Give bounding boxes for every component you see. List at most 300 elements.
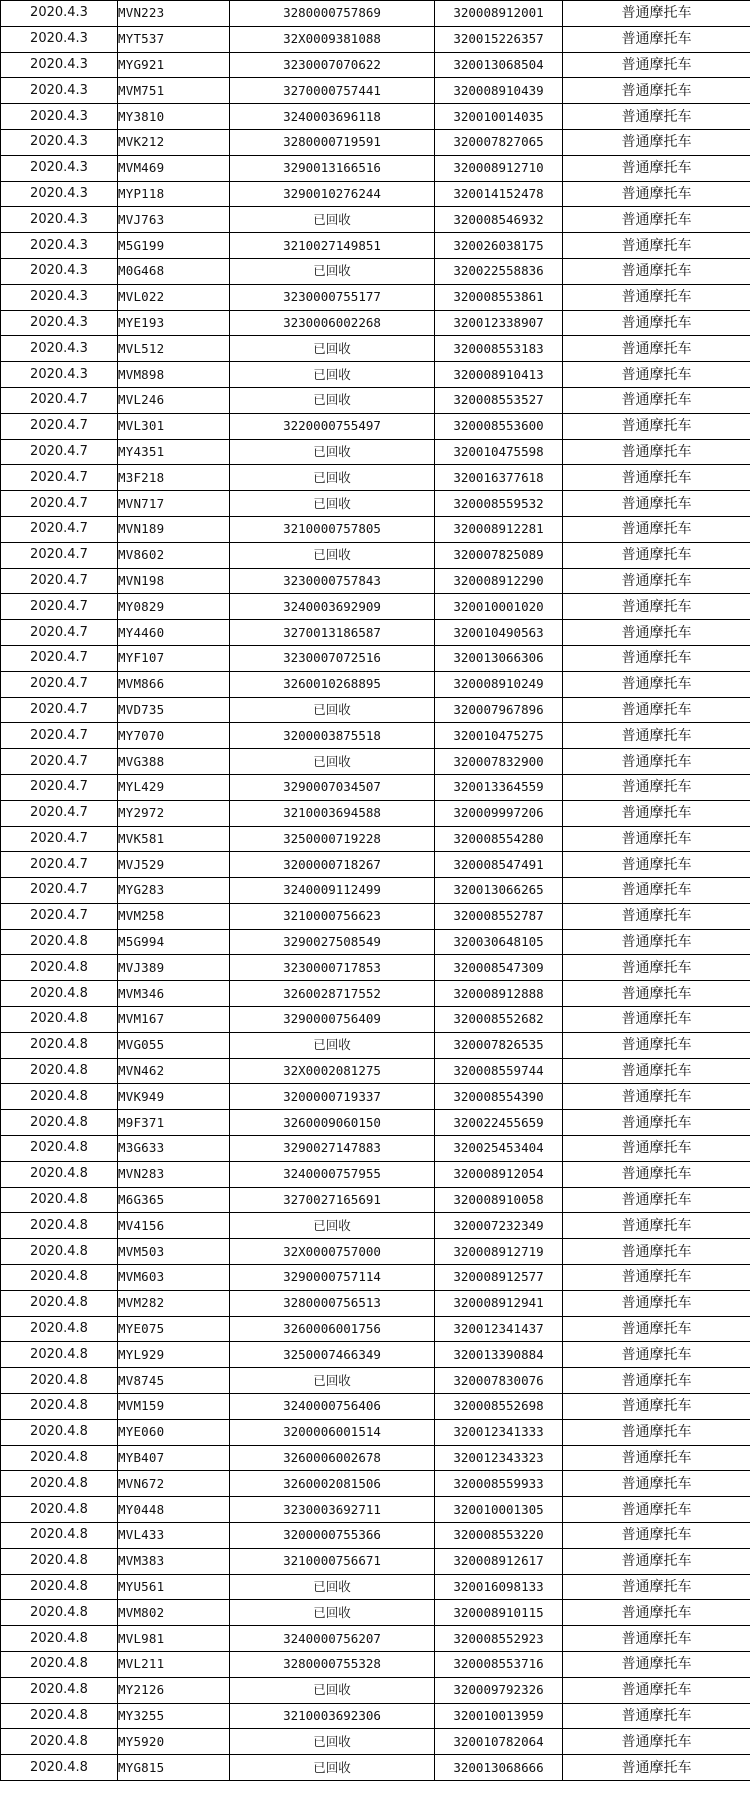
document-number-cell: 3210000756671	[230, 1548, 435, 1574]
table-row	[1, 594, 750, 620]
date-cell: 2020.4.8	[1, 1523, 118, 1549]
serial-number-cell: 320007827065	[435, 129, 563, 155]
vehicle-type-cell: 普通摩托车	[563, 1007, 750, 1033]
table-row	[1, 439, 750, 465]
document-number-cell: 3240000756207	[230, 1626, 435, 1652]
date-cell: 2020.4.8	[1, 1445, 118, 1471]
vehicle-type-cell: 普通摩托车	[563, 774, 750, 800]
date-cell: 2020.4.8	[1, 1677, 118, 1703]
vehicle-type-cell: 普通摩托车	[563, 284, 750, 310]
serial-number-cell: 320008553716	[435, 1652, 563, 1678]
date-cell: 2020.4.8	[1, 1548, 118, 1574]
plate-number-cell: M3F218	[118, 465, 230, 491]
plate-number-cell: MYF107	[118, 645, 230, 671]
document-number-cell: 3270027165691	[230, 1187, 435, 1213]
date-cell: 2020.4.3	[1, 284, 118, 310]
document-number-cell: 已回收	[230, 207, 435, 233]
plate-number-cell: MYT537	[118, 26, 230, 52]
plate-number-cell: MVM167	[118, 1007, 230, 1033]
document-number-cell: 3230006002268	[230, 310, 435, 336]
table-row	[1, 1497, 750, 1523]
vehicle-type-cell: 普通摩托车	[563, 852, 750, 878]
table-row	[1, 491, 750, 517]
table-row	[1, 52, 750, 78]
plate-number-cell: MYG815	[118, 1755, 230, 1781]
serial-number-cell: 320008552682	[435, 1007, 563, 1033]
document-number-cell: 3230007072516	[230, 645, 435, 671]
vehicle-type-cell: 普通摩托车	[563, 1136, 750, 1162]
serial-number-cell: 320014152478	[435, 181, 563, 207]
date-cell: 2020.4.3	[1, 310, 118, 336]
table-row	[1, 26, 750, 52]
date-cell: 2020.4.7	[1, 697, 118, 723]
vehicle-type-cell: 普通摩托车	[563, 1419, 750, 1445]
table-row	[1, 800, 750, 826]
date-cell: 2020.4.7	[1, 826, 118, 852]
date-cell: 2020.4.3	[1, 104, 118, 130]
vehicle-type-cell: 普通摩托车	[563, 697, 750, 723]
document-number-cell: 3280000719591	[230, 129, 435, 155]
document-number-cell: 已回收	[230, 542, 435, 568]
serial-number-cell: 320007830076	[435, 1368, 563, 1394]
vehicle-type-cell: 普通摩托车	[563, 207, 750, 233]
document-number-cell: 3270000757441	[230, 78, 435, 104]
serial-number-cell: 320012338907	[435, 310, 563, 336]
serial-number-cell: 320008912710	[435, 155, 563, 181]
vehicle-type-cell: 普通摩托车	[563, 1652, 750, 1678]
table-row	[1, 155, 750, 181]
date-cell: 2020.4.7	[1, 774, 118, 800]
date-cell: 2020.4.7	[1, 491, 118, 517]
table-row	[1, 465, 750, 491]
vehicle-type-cell: 普通摩托车	[563, 878, 750, 904]
serial-number-cell: 320008552787	[435, 903, 563, 929]
document-number-cell: 已回收	[230, 1677, 435, 1703]
serial-number-cell: 320012341437	[435, 1316, 563, 1342]
date-cell: 2020.4.3	[1, 336, 118, 362]
table-row	[1, 955, 750, 981]
vehicle-type-cell: 普通摩托车	[563, 465, 750, 491]
table-row	[1, 749, 750, 775]
document-number-cell: 3210027149851	[230, 233, 435, 259]
vehicle-type-cell: 普通摩托车	[563, 52, 750, 78]
document-number-cell: 3260009060150	[230, 1110, 435, 1136]
date-cell: 2020.4.8	[1, 1007, 118, 1033]
serial-number-cell: 320015226357	[435, 26, 563, 52]
table-row	[1, 1290, 750, 1316]
plate-number-cell: MY2972	[118, 800, 230, 826]
date-cell: 2020.4.7	[1, 723, 118, 749]
table-row	[1, 233, 750, 259]
plate-number-cell: MVD735	[118, 697, 230, 723]
plate-number-cell: MVM751	[118, 78, 230, 104]
document-number-cell: 3260028717552	[230, 981, 435, 1007]
serial-number-cell: 320030648105	[435, 929, 563, 955]
vehicle-type-cell: 普通摩托车	[563, 1084, 750, 1110]
plate-number-cell: MV4156	[118, 1213, 230, 1239]
vehicle-type-cell: 普通摩托车	[563, 181, 750, 207]
date-cell: 2020.4.7	[1, 594, 118, 620]
document-number-cell: 3290013166516	[230, 155, 435, 181]
table-row	[1, 1136, 750, 1162]
plate-number-cell: MVL512	[118, 336, 230, 362]
plate-number-cell: MYB407	[118, 1445, 230, 1471]
plate-number-cell: MVL022	[118, 284, 230, 310]
vehicle-type-cell: 普通摩托车	[563, 981, 750, 1007]
plate-number-cell: MVG055	[118, 1032, 230, 1058]
serial-number-cell: 320008912281	[435, 516, 563, 542]
document-number-cell: 3210003694588	[230, 800, 435, 826]
table-row	[1, 310, 750, 336]
serial-number-cell: 320010475275	[435, 723, 563, 749]
vehicle-type-cell: 普通摩托车	[563, 1471, 750, 1497]
document-number-cell: 已回收	[230, 1729, 435, 1755]
serial-number-cell: 320010001305	[435, 1497, 563, 1523]
date-cell: 2020.4.8	[1, 1394, 118, 1420]
table-row	[1, 1419, 750, 1445]
serial-number-cell: 320008553527	[435, 387, 563, 413]
vehicle-type-cell: 普通摩托车	[563, 439, 750, 465]
date-cell: 2020.4.3	[1, 233, 118, 259]
date-cell: 2020.4.3	[1, 52, 118, 78]
serial-number-cell: 320008912888	[435, 981, 563, 1007]
date-cell: 2020.4.7	[1, 413, 118, 439]
table-row	[1, 78, 750, 104]
document-number-cell: 32X0002081275	[230, 1058, 435, 1084]
vehicle-type-cell: 普通摩托车	[563, 1394, 750, 1420]
vehicle-type-cell: 普通摩托车	[563, 800, 750, 826]
table-row	[1, 181, 750, 207]
document-number-cell: 3290007034507	[230, 774, 435, 800]
date-cell: 2020.4.3	[1, 78, 118, 104]
vehicle-type-cell: 普通摩托车	[563, 903, 750, 929]
serial-number-cell: 320008553183	[435, 336, 563, 362]
date-cell: 2020.4.3	[1, 207, 118, 233]
document-number-cell: 已回收	[230, 1755, 435, 1781]
serial-number-cell: 320022558836	[435, 258, 563, 284]
plate-number-cell: MVK949	[118, 1084, 230, 1110]
plate-number-cell: M9F371	[118, 1110, 230, 1136]
date-cell: 2020.4.3	[1, 129, 118, 155]
document-number-cell: 已回收	[230, 491, 435, 517]
vehicle-type-cell: 普通摩托车	[563, 1110, 750, 1136]
vehicle-type-cell: 普通摩托车	[563, 568, 750, 594]
vehicle-type-cell: 普通摩托车	[563, 723, 750, 749]
serial-number-cell: 320013068504	[435, 52, 563, 78]
serial-number-cell: 320008910115	[435, 1600, 563, 1626]
serial-number-cell: 320008912719	[435, 1239, 563, 1265]
document-number-cell: 3240009112499	[230, 878, 435, 904]
table-row	[1, 1239, 750, 1265]
serial-number-cell: 320007825089	[435, 542, 563, 568]
date-cell: 2020.4.3	[1, 181, 118, 207]
table-row	[1, 542, 750, 568]
serial-number-cell: 320013364559	[435, 774, 563, 800]
plate-number-cell: MVM866	[118, 671, 230, 697]
date-cell: 2020.4.7	[1, 903, 118, 929]
records-body	[1, 1, 750, 1781]
date-cell: 2020.4.3	[1, 155, 118, 181]
date-cell: 2020.4.8	[1, 1187, 118, 1213]
serial-number-cell: 320008910058	[435, 1187, 563, 1213]
vehicle-type-cell: 普通摩托车	[563, 671, 750, 697]
serial-number-cell: 320013068666	[435, 1755, 563, 1781]
table-row	[1, 336, 750, 362]
table-row	[1, 620, 750, 646]
plate-number-cell: MV8602	[118, 542, 230, 568]
serial-number-cell: 320008547309	[435, 955, 563, 981]
document-number-cell: 已回收	[230, 697, 435, 723]
serial-number-cell: 320008552698	[435, 1394, 563, 1420]
plate-number-cell: MVL246	[118, 387, 230, 413]
plate-number-cell: MVL433	[118, 1523, 230, 1549]
plate-number-cell: MYG921	[118, 52, 230, 78]
serial-number-cell: 320016098133	[435, 1574, 563, 1600]
document-number-cell: 3260006001756	[230, 1316, 435, 1342]
vehicle-type-cell: 普通摩托车	[563, 1729, 750, 1755]
document-number-cell: 3220000755497	[230, 413, 435, 439]
date-cell: 2020.4.7	[1, 749, 118, 775]
table-row	[1, 723, 750, 749]
date-cell: 2020.4.3	[1, 1, 118, 27]
table-row	[1, 258, 750, 284]
table-row	[1, 129, 750, 155]
table-row	[1, 516, 750, 542]
table-row	[1, 671, 750, 697]
serial-number-cell: 320013066265	[435, 878, 563, 904]
vehicle-type-cell: 普通摩托车	[563, 1290, 750, 1316]
table-row	[1, 1703, 750, 1729]
vehicle-type-cell: 普通摩托车	[563, 1187, 750, 1213]
document-number-cell: 3280000755328	[230, 1652, 435, 1678]
vehicle-type-cell: 普通摩托车	[563, 1445, 750, 1471]
serial-number-cell: 320008554390	[435, 1084, 563, 1110]
table-row	[1, 903, 750, 929]
table-row	[1, 362, 750, 388]
document-number-cell: 3200000755366	[230, 1523, 435, 1549]
date-cell: 2020.4.8	[1, 1213, 118, 1239]
table-row	[1, 1368, 750, 1394]
document-number-cell: 3290000757114	[230, 1265, 435, 1291]
table-row	[1, 1471, 750, 1497]
table-row	[1, 207, 750, 233]
plate-number-cell: MYG283	[118, 878, 230, 904]
date-cell: 2020.4.8	[1, 1755, 118, 1781]
table-row	[1, 774, 750, 800]
table-row	[1, 929, 750, 955]
date-cell: 2020.4.7	[1, 852, 118, 878]
serial-number-cell: 320016377618	[435, 465, 563, 491]
vehicle-type-cell: 普通摩托车	[563, 1, 750, 27]
plate-number-cell: MVM898	[118, 362, 230, 388]
vehicle-type-cell: 普通摩托车	[563, 104, 750, 130]
document-number-cell: 3250000719228	[230, 826, 435, 852]
vehicle-type-cell: 普通摩托车	[563, 26, 750, 52]
vehicle-type-cell: 普通摩托车	[563, 310, 750, 336]
vehicle-type-cell: 普通摩托车	[563, 258, 750, 284]
table-row	[1, 1394, 750, 1420]
plate-number-cell: MVN189	[118, 516, 230, 542]
plate-number-cell: MY3255	[118, 1703, 230, 1729]
table-row	[1, 568, 750, 594]
date-cell: 2020.4.7	[1, 439, 118, 465]
vehicle-type-cell: 普通摩托车	[563, 413, 750, 439]
plate-number-cell: MVK581	[118, 826, 230, 852]
document-number-cell: 3230003692711	[230, 1497, 435, 1523]
serial-number-cell: 320013390884	[435, 1342, 563, 1368]
document-number-cell: 3290027147883	[230, 1136, 435, 1162]
table-row	[1, 1626, 750, 1652]
table-row	[1, 1084, 750, 1110]
table-row	[1, 1007, 750, 1033]
plate-number-cell: M5G994	[118, 929, 230, 955]
table-row	[1, 104, 750, 130]
serial-number-cell: 320010490563	[435, 620, 563, 646]
vehicle-type-cell: 普通摩托车	[563, 1574, 750, 1600]
vehicle-type-cell: 普通摩托车	[563, 929, 750, 955]
serial-number-cell: 320026038175	[435, 233, 563, 259]
serial-number-cell: 320008554280	[435, 826, 563, 852]
date-cell: 2020.4.8	[1, 1110, 118, 1136]
serial-number-cell: 320012341333	[435, 1419, 563, 1445]
plate-number-cell: MVL981	[118, 1626, 230, 1652]
date-cell: 2020.4.8	[1, 1032, 118, 1058]
plate-number-cell: MVM503	[118, 1239, 230, 1265]
vehicle-type-cell: 普通摩托车	[563, 1626, 750, 1652]
document-number-cell: 3290010276244	[230, 181, 435, 207]
serial-number-cell: 320008910249	[435, 671, 563, 697]
serial-number-cell: 320007832900	[435, 749, 563, 775]
vehicle-type-cell: 普通摩托车	[563, 129, 750, 155]
table-row	[1, 1445, 750, 1471]
document-number-cell: 3280000757869	[230, 1, 435, 27]
serial-number-cell: 320008912054	[435, 1161, 563, 1187]
document-number-cell: 3230007070622	[230, 52, 435, 78]
table-row	[1, 1187, 750, 1213]
date-cell: 2020.4.7	[1, 465, 118, 491]
vehicle-type-cell: 普通摩托车	[563, 1497, 750, 1523]
date-cell: 2020.4.7	[1, 516, 118, 542]
table-row	[1, 1548, 750, 1574]
plate-number-cell: MYE193	[118, 310, 230, 336]
vehicle-type-cell: 普通摩托车	[563, 78, 750, 104]
document-number-cell: 已回收	[230, 1368, 435, 1394]
document-number-cell: 已回收	[230, 1574, 435, 1600]
table-row	[1, 1523, 750, 1549]
plate-number-cell: MVM258	[118, 903, 230, 929]
serial-number-cell: 320010014035	[435, 104, 563, 130]
vehicle-type-cell: 普通摩托车	[563, 594, 750, 620]
document-number-cell: 3240003696118	[230, 104, 435, 130]
plate-number-cell: MYE060	[118, 1419, 230, 1445]
date-cell: 2020.4.8	[1, 981, 118, 1007]
document-number-cell: 3210000756623	[230, 903, 435, 929]
serial-number-cell: 320008910439	[435, 78, 563, 104]
plate-number-cell: MY0448	[118, 1497, 230, 1523]
serial-number-cell: 320008547491	[435, 852, 563, 878]
date-cell: 2020.4.8	[1, 1574, 118, 1600]
document-number-cell: 32X0000757000	[230, 1239, 435, 1265]
plate-number-cell: M0G468	[118, 258, 230, 284]
vehicle-type-cell: 普通摩托车	[563, 1213, 750, 1239]
plate-number-cell: MY4460	[118, 620, 230, 646]
document-number-cell: 3260002081506	[230, 1471, 435, 1497]
plate-number-cell: MY7070	[118, 723, 230, 749]
vehicle-type-cell: 普通摩托车	[563, 387, 750, 413]
vehicle-type-cell: 普通摩托车	[563, 1265, 750, 1291]
table-row	[1, 645, 750, 671]
vehicle-type-cell: 普通摩托车	[563, 1342, 750, 1368]
document-number-cell: 3230000757843	[230, 568, 435, 594]
plate-number-cell: MY5920	[118, 1729, 230, 1755]
plate-number-cell: MVJ529	[118, 852, 230, 878]
vehicle-type-cell: 普通摩托车	[563, 362, 750, 388]
date-cell: 2020.4.7	[1, 645, 118, 671]
date-cell: 2020.4.8	[1, 955, 118, 981]
document-number-cell: 3210000757805	[230, 516, 435, 542]
date-cell: 2020.4.8	[1, 929, 118, 955]
plate-number-cell: MVL211	[118, 1652, 230, 1678]
date-cell: 2020.4.8	[1, 1265, 118, 1291]
vehicle-type-cell: 普通摩托车	[563, 1316, 750, 1342]
document-number-cell: 3270013186587	[230, 620, 435, 646]
document-number-cell: 3240003692909	[230, 594, 435, 620]
plate-number-cell: M5G199	[118, 233, 230, 259]
vehicle-type-cell: 普通摩托车	[563, 749, 750, 775]
date-cell: 2020.4.7	[1, 542, 118, 568]
document-number-cell: 3200003875518	[230, 723, 435, 749]
document-number-cell: 3210003692306	[230, 1703, 435, 1729]
table-row	[1, 1213, 750, 1239]
serial-number-cell: 320008912577	[435, 1265, 563, 1291]
date-cell: 2020.4.7	[1, 568, 118, 594]
table-row	[1, 1316, 750, 1342]
date-cell: 2020.4.7	[1, 387, 118, 413]
vehicle-type-cell: 普通摩托车	[563, 1523, 750, 1549]
serial-number-cell: 320008559744	[435, 1058, 563, 1084]
vehicle-type-cell: 普通摩托车	[563, 955, 750, 981]
plate-number-cell: MVN283	[118, 1161, 230, 1187]
plate-number-cell: MVM159	[118, 1394, 230, 1420]
plate-number-cell: MVJ763	[118, 207, 230, 233]
serial-number-cell: 320007232349	[435, 1213, 563, 1239]
table-row	[1, 1342, 750, 1368]
document-number-cell: 已回收	[230, 387, 435, 413]
serial-number-cell: 320010013959	[435, 1703, 563, 1729]
document-number-cell: 3200006001514	[230, 1419, 435, 1445]
date-cell: 2020.4.8	[1, 1368, 118, 1394]
table-row	[1, 852, 750, 878]
document-number-cell: 3200000718267	[230, 852, 435, 878]
vehicle-type-cell: 普通摩托车	[563, 826, 750, 852]
plate-number-cell: MVM383	[118, 1548, 230, 1574]
serial-number-cell: 320008553600	[435, 413, 563, 439]
vehicle-type-cell: 普通摩托车	[563, 542, 750, 568]
serial-number-cell: 320008912290	[435, 568, 563, 594]
plate-number-cell: MVM346	[118, 981, 230, 1007]
vehicle-type-cell: 普通摩托车	[563, 1032, 750, 1058]
document-number-cell: 已回收	[230, 1213, 435, 1239]
serial-number-cell: 320022455659	[435, 1110, 563, 1136]
date-cell: 2020.4.8	[1, 1058, 118, 1084]
table-row	[1, 981, 750, 1007]
date-cell: 2020.4.8	[1, 1600, 118, 1626]
table-row	[1, 697, 750, 723]
document-number-cell: 3260010268895	[230, 671, 435, 697]
serial-number-cell: 320009792326	[435, 1677, 563, 1703]
date-cell: 2020.4.8	[1, 1703, 118, 1729]
vehicle-type-cell: 普通摩托车	[563, 1161, 750, 1187]
